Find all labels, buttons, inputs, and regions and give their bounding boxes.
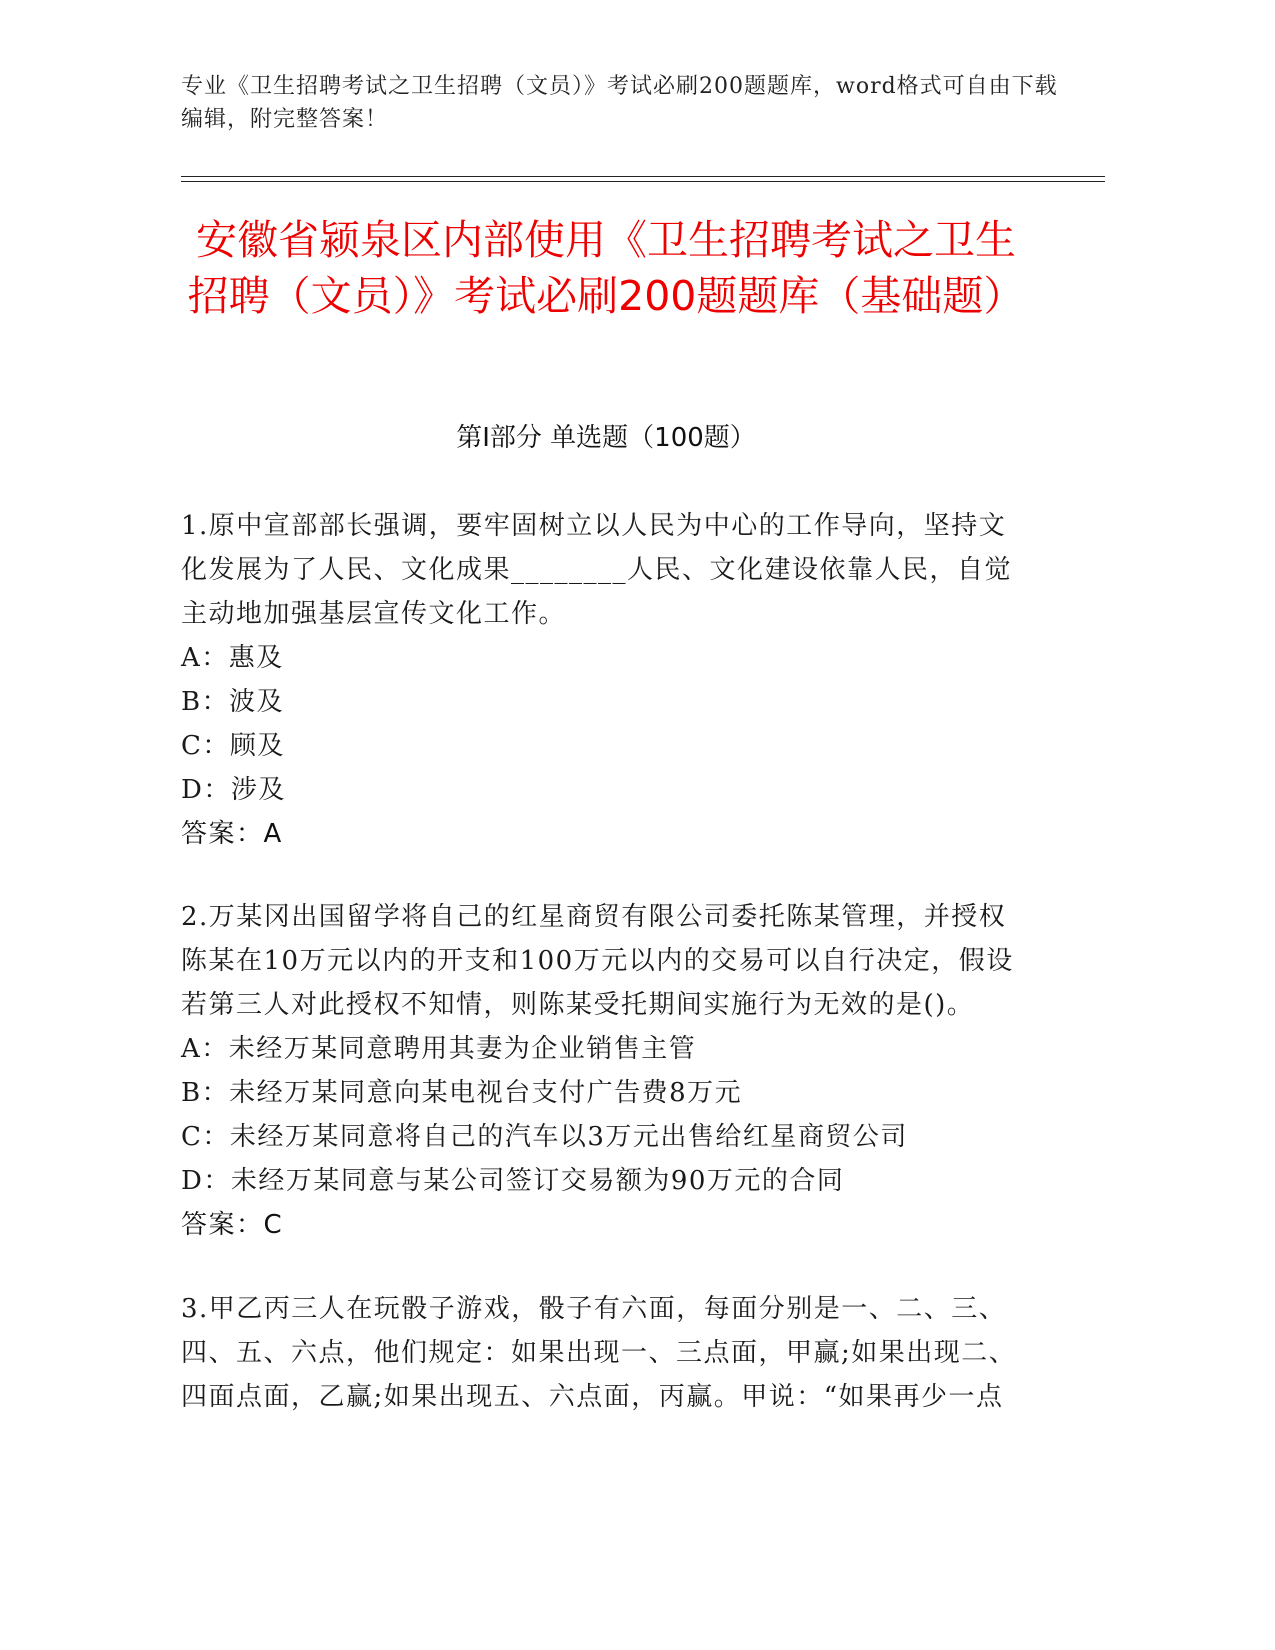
question-stem: 3.甲乙丙三人在玩骰子游戏，骰子有六面，每面分别是一、二、三、四、五、六点，他们规定：如果出现一、三点面，甲赢;如果出现二、四面点面，乙赢;如果出现五、六点面，丙赢。甲说：“如果再少一点 [181, 1294, 1017, 1412]
question-1 [181, 504, 1031, 856]
question-3 [181, 1287, 1031, 1419]
option-d: D：未经万某同意与某公司签订交易额为90万元的合同 [181, 1166, 845, 1196]
section-heading: 第Ⅰ部分 单选题（100题） [456, 423, 756, 453]
option-a: A：未经万某同意聘用其妻为企业销售主管 [181, 1034, 697, 1064]
option-c: C：顾及 [181, 731, 285, 761]
answer: 答案：A [181, 819, 283, 849]
question-stem: 2.万某冈出国留学将自己的红星商贸有限公司委托陈某管理，并授权陈某在10万元以内的开支和100万元以内的交易可以自行决定，假设若第三人对此授权不知情，则陈某受托期间实施行为无效的是()。 [181, 902, 1014, 1020]
document-title: 安徽省颍泉区内部使用《卫生招聘考试之卫生招聘（文员）》考试必刷200题题库（基础题） [187, 216, 1025, 320]
option-a: A：惠及 [181, 643, 284, 673]
option-b: B：波及 [181, 687, 285, 717]
question-2 [181, 895, 1031, 1247]
header-divider-bottom [181, 181, 1105, 182]
answer: 答案：C [181, 1210, 284, 1240]
option-d: D：涉及 [181, 775, 286, 805]
option-b: B：未经万某同意向某电视台支付广告费8万元 [181, 1078, 743, 1108]
option-c: C：未经万某同意将自己的汽车以3万元出售给红星商贸公司 [181, 1122, 908, 1152]
header-divider-top [181, 176, 1105, 177]
question-stem: 1.原中宣部部长强调，要牢固树立以人民为中心的工作导向，坚持文化发展为了人民、文化成果________人民、文化建设依靠人民，自觉主动地加强基层宣传文化工作。 [181, 511, 1013, 629]
header-note: 专业《卫生招聘考试之卫生招聘（文员）》考试必刷200题题库，word格式可自由下载编辑，附完整答案！ [181, 74, 1058, 132]
